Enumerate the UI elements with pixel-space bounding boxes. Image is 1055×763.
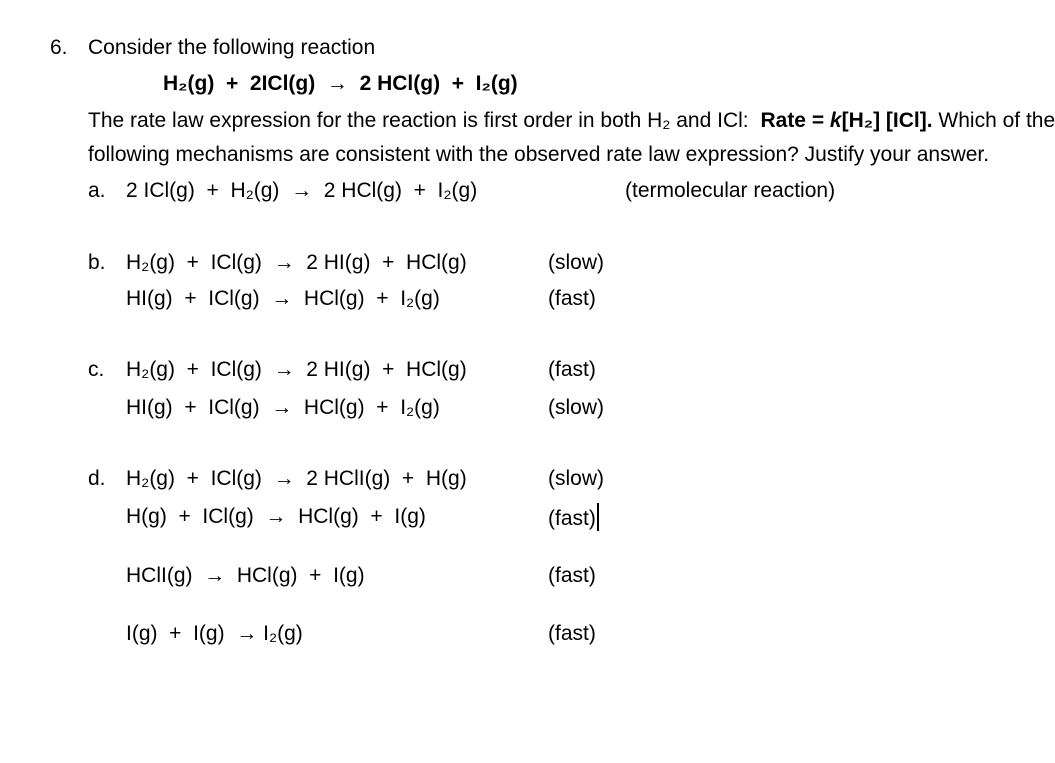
option-d-note-3: (fast) xyxy=(548,564,596,587)
option-d-step-1: H₂(g) + ICl(g) → 2 HClI(g) + H(g) xyxy=(126,467,467,490)
option-b-step-1: H₂(g) + ICl(g) → 2 HI(g) + HCl(g) xyxy=(126,251,467,274)
question-prompt: following mechanisms are consistent with the observed rate law expression? Justify your answer. xyxy=(88,143,990,166)
question-number: 6. xyxy=(50,36,68,59)
rate-law-sentence xyxy=(88,110,1055,131)
rate-law-text: The rate law expression for the reaction is first order in both H₂ and ICl: xyxy=(88,109,749,132)
option-a-letter: a. xyxy=(88,179,106,202)
option-c-note-2: (slow) xyxy=(548,396,604,419)
rate-constant: k xyxy=(829,109,842,132)
option-b-note-1: (slow) xyxy=(548,251,604,274)
option-d-note-2-wrap xyxy=(548,503,599,531)
option-c-step-2: HI(g) + ICl(g) → HCl(g) + I₂(g) xyxy=(126,396,440,419)
option-c-note-1: (fast) xyxy=(548,358,596,381)
text-cursor xyxy=(597,503,599,531)
overall-reaction: H₂(g) + 2ICl(g) → 2 HCl(g) + I₂(g) xyxy=(163,72,518,95)
option-c-step-1: H₂(g) + ICl(g) → 2 HI(g) + HCl(g) xyxy=(126,358,467,381)
option-c-letter: c. xyxy=(88,358,105,381)
option-d-note-4: (fast) xyxy=(548,622,596,645)
option-a-step-1: 2 ICl(g) + H₂(g) → 2 HCl(g) + I₂(g) xyxy=(126,179,478,202)
rate-law-label: Rate = xyxy=(760,109,830,132)
option-d-step-2: H(g) + ICl(g) → HCl(g) + I(g) xyxy=(126,505,426,528)
option-d-note-1: (slow) xyxy=(548,467,604,490)
option-b-note-2: (fast) xyxy=(548,287,596,310)
option-d-letter: d. xyxy=(88,467,106,490)
rate-law-text-continued: Which of the xyxy=(932,109,1055,132)
rate-law-concentrations: [H₂] [ICl]. xyxy=(841,109,933,132)
option-b-letter: b. xyxy=(88,251,106,274)
option-a-note-1: (termolecular reaction) xyxy=(625,179,836,202)
option-d-note-2: (fast) xyxy=(548,507,596,530)
option-d-step-3: HClI(g) → HCl(g) + I(g) xyxy=(126,564,365,587)
option-b-step-2: HI(g) + ICl(g) → HCl(g) + I₂(g) xyxy=(126,287,440,310)
option-d-step-4: I(g) + I(g) → I₂(g) xyxy=(126,622,303,645)
question-intro: Consider the following reaction xyxy=(88,36,376,59)
